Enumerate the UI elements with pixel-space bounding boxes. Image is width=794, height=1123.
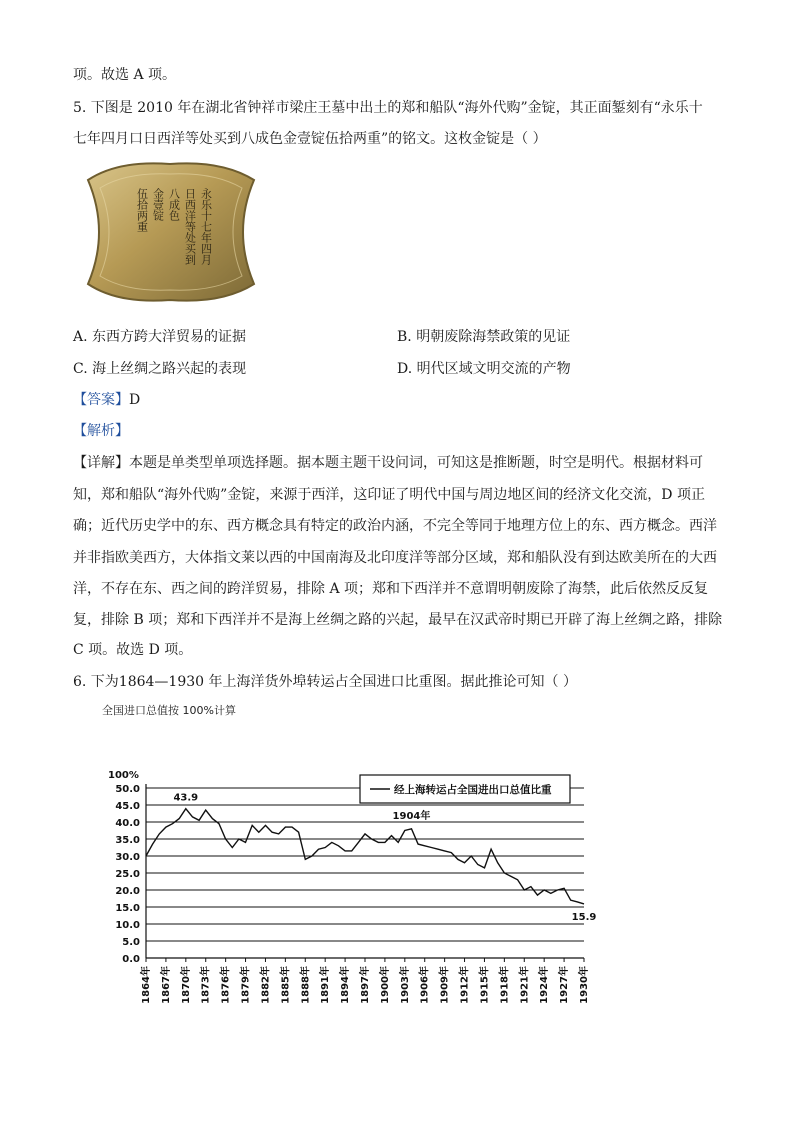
explanation-line-2: 知，郑和船队“海外代购”金锭，来源于西洋，这印证了明代中国与周边地区间的经济文化交流，D 项正 [73, 487, 705, 503]
y-unit-label: 100% [108, 770, 139, 781]
ingot-inscription-2: 日西洋等处买到 [183, 188, 197, 265]
x-tick-label: 1930年 [579, 966, 590, 1004]
option-c: C. 海上丝绸之路兴起的表现 [73, 361, 247, 377]
explanation-line-1: 【详解】本题是单类型单项选择题。据本题主题干设问词，可知这是推断题，时空是明代。根据材料可 [73, 455, 703, 471]
x-tick-label: 1903年 [399, 966, 411, 1004]
y-tick-label: 5.0 [122, 937, 140, 948]
gold-ingot-image [78, 158, 262, 306]
y-tick-label: 20.0 [115, 886, 140, 897]
x-tick-label: 1876年 [220, 966, 232, 1004]
ingot-inscription-4: 金壹锭 [151, 188, 165, 221]
x-tick-label: 1912年 [459, 966, 471, 1004]
answer-tag: 【答案】 [73, 392, 129, 408]
x-tick-label: 1870年 [180, 966, 192, 1004]
x-tick-label: 1927年 [559, 966, 571, 1004]
explanation-line-6: 复，排除 B 项；郑和下西洋并不是海上丝绸之路的兴起，最早在汉武帝时期已开辟了海上丝绸之路，排除 [73, 612, 723, 628]
y-tick-label: 40.0 [115, 818, 140, 829]
x-tick-label: 1864年 [141, 966, 152, 1004]
ingot-inscription-3: 八成色 [167, 188, 181, 221]
y-tick-label: 45.0 [115, 801, 140, 812]
x-tick-label: 1921年 [519, 966, 531, 1004]
option-a: A. 东西方跨大洋贸易的证据 [73, 329, 247, 345]
explanation-line-5: 洋，不存在东、西之间的跨洋贸易，排除 A 项；郑和下西洋并不意谓明朝废除了海禁，此后依然反反复 [73, 581, 709, 597]
x-tick-label: 1906年 [419, 966, 431, 1004]
x-tick-label: 1894年 [340, 966, 352, 1004]
chart-subtitle: 全国进口总值按 100%计算 [102, 704, 236, 717]
x-tick-label: 1915年 [479, 966, 491, 1004]
explanation-line-7: C 项。故选 D 项。 [73, 642, 193, 658]
y-tick-label: 10.0 [115, 920, 140, 931]
question5-line-1: 5. 下图是 2010 年在湖北省钟祥市梁庄王墓中出土的郑和船队“海外代购”金锭，其正面錾刻有“永乐十 [73, 100, 703, 116]
legend-label: 经上海转运占全国进出口总值比重 [394, 784, 552, 796]
x-tick-label: 1897年 [360, 966, 371, 1004]
option-d: D. 明代区域文明交流的产物 [397, 361, 571, 377]
data-annotation: 43.9 [173, 792, 199, 804]
x-tick-label: 1891年 [320, 966, 332, 1004]
data-annotation: 15.9 [571, 911, 597, 923]
x-tick-label: 1900年 [379, 966, 391, 1004]
x-tick-label: 1885年 [280, 966, 292, 1004]
y-tick-label: 0.0 [122, 954, 140, 965]
import-share-line-chart [92, 700, 602, 1020]
text-line-1: 项。故选 A 项。 [73, 67, 177, 83]
y-tick-label: 15.0 [115, 903, 140, 914]
question6-stem: 6. 下为1864—1930 年上海洋货外埠转运占全国进口比重图。据此推论可知（ ） [73, 674, 577, 690]
data-annotation: 1904年 [392, 810, 431, 822]
x-tick-label: 1873年 [200, 966, 212, 1004]
y-tick-label: 50.0 [115, 784, 140, 795]
x-tick-label: 1924年 [539, 966, 551, 1004]
answer-value: D [129, 392, 141, 408]
chart-legend [360, 775, 570, 803]
explanation-line-3: 确；近代历史学中的东、西方概念具有特定的政治内涵，不完全等同于地理方位上的东、西方概念。西洋 [73, 518, 717, 534]
explanation-line-4: 并非指欧美西方，大体指文莱以西的中国南海及北印度洋等部分区域，郑和船队没有到达欧美所在的大西 [73, 550, 717, 566]
y-tick-label: 25.0 [115, 869, 140, 880]
x-tick-label: 1888年 [300, 966, 312, 1004]
x-tick-label: 1918年 [499, 966, 511, 1004]
answer-line [73, 392, 140, 408]
x-tick-label: 1879年 [240, 966, 252, 1004]
question5-line-2: 七年四月口日西洋等处买到八成色金壹锭伍拾两重”的铭文。这枚金锭是（ ） [73, 131, 547, 147]
y-tick-label: 30.0 [115, 852, 140, 863]
x-tick-label: 1909年 [439, 966, 451, 1004]
ingot-inscription-1: 永乐十七年四月 [199, 188, 213, 265]
y-tick-label: 35.0 [115, 835, 140, 846]
option-b: B. 明朝废除海禁政策的见证 [397, 329, 571, 345]
x-tick-label: 1882年 [260, 966, 272, 1004]
ingot-inscription-5: 伍拾两重 [135, 188, 149, 232]
x-tick-label: 1867年 [160, 966, 172, 1004]
analysis-tag: 【解析】 [73, 423, 129, 439]
